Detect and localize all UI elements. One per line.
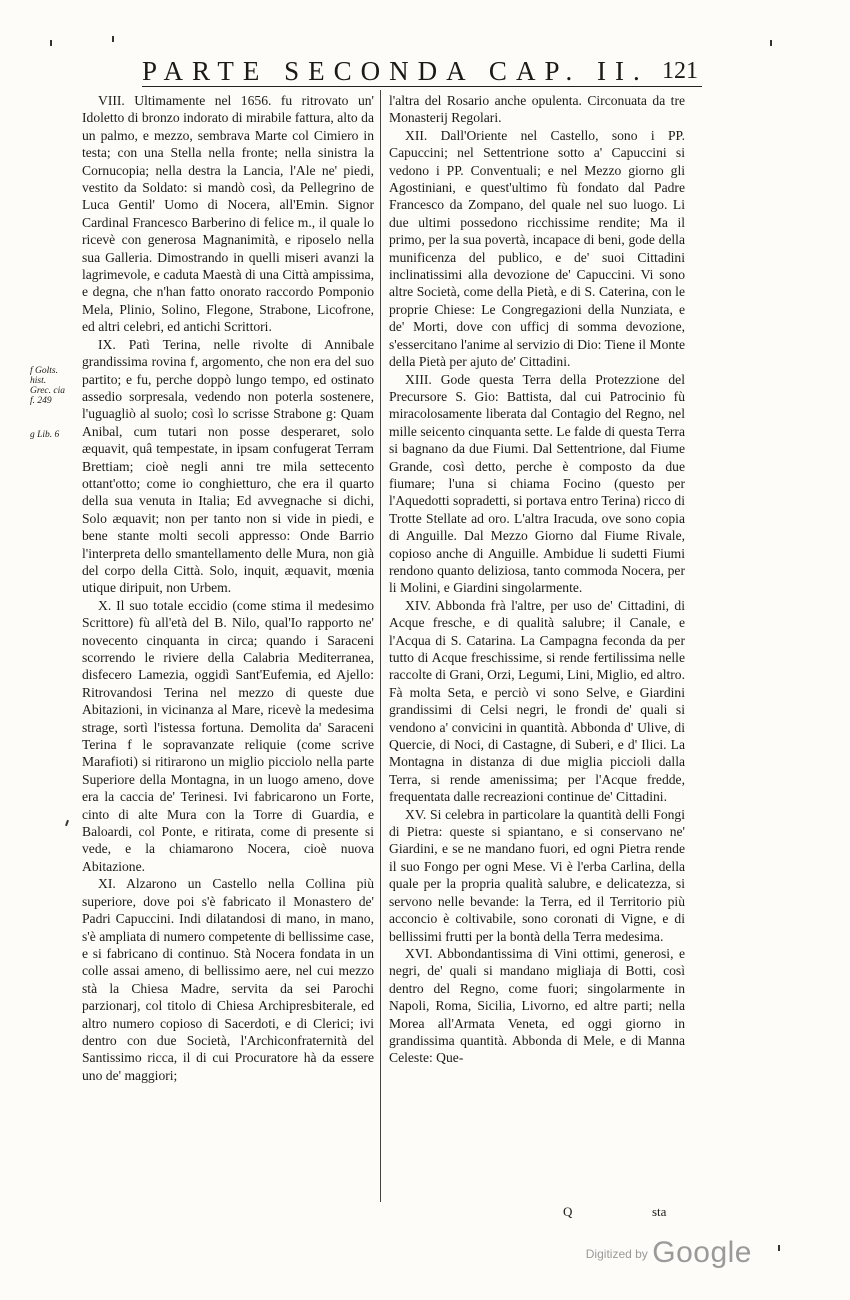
paragraph-ix: IX. Patì Terina, nelle rivolte di Annibale grandissima rovina f, argomento, che non era del suo partito; e fu, perche doppò lungo tempo, ed ostinato assedio sorpresala, vedendo non poterla sostenere, l'uguagliò al suolo; così lo scrisse Strabone g: Quam Anibal, cum tutari non posse desperaret, solo æquavit, quâ tempestate, in ipsam confugerat Terram Brettiam; cioè negli anni tre mila settecento ottant'otto; come io conghietturo, che era il quarto della sua venuta in Italia; Ed avvegnache si dichi, Solo æquavit; non per tanto non si vide in piedi, e bene stante molti secoli appresso: Onde Barrio l'interpreta dello smantellamento delle Mura, non già del corpo della Città. Solo, inquit, æquavit, mœnia utique diripuit, non Urbem. xyxy=(82,336,374,596)
ink-speck xyxy=(65,820,69,826)
paragraph-xiii: XIII. Gode questa Terra della Protezzione del Precursore S. Gio: Battista, dal cui Patrocinio fù miracolosamente liberata dal Contagio del Regno, nel mille seicento cinquanta sette. Le falde di questa Terra si bagnano da due Fiumi. Dal Settentrione, dal Fiume Grande, così detto, perche è composto da due fiumare; l'una si chiama Focino (questo per l'Aquedotti sopradetti, si portava entro Terina) ricco di Trotte Stellate ad oro. L'altra Iracuda, ove sono copia di Anguille. Dal Mezzo Giorno dal Fiume Rivale, copioso anche di Anguille. Ambidue li sudetti Fiumi rendono quanto deliziosa, tanto commoda Nocera, per li Molini, e Giardini singolarmente. xyxy=(389,371,685,596)
catchword: sta xyxy=(652,1204,667,1219)
paragraph-xii: XII. Dall'Oriente nel Castello, sono i PP. Capuccini; nel Settentrione sotto a' Capuccini si vedono i PP. Conventuali; e nel Mezzo giorno gli Agostiniani, e quest'ultimo fù fondato dal Padre Francesco da Zompano, del quale nel suo luogo. Li due ultimi possedono ricchissime rendite; Ma il primo, per la sua povertà, incapace di beni, gode della munificenza del publico, e de' suoi Cittadini inclinatissimi alla devozione de' Capuccini. Vi sono altre Società, come della Pietà, e di S. Caterina, con le proprie Chiese: Le Congregazioni della Nunziata, e de' Morti, dove con ufficj di somma devozione, s'essercitano l'anime al servizio di Dio: Tiene il Monte della Pietà per ajuto de' Cittadini. xyxy=(389,127,685,370)
paragraph-viii: VIII. Ultimamente nel 1656. fu ritrovato un' Idoletto di bronzo indorato di mirabile fattura, alto da un palmo, e mezzo, sembrava Marte col Cimiero in testa; con una Stella nella fronte; nella sinistra la Cornucopia; nella destra la Lancia, l'Ale ne' piedi, vestito da Soldato: si mandò così, da Pellegrino de Luca Gentil' Uomo di Nocera, all'Emin. Signor Cardinal Francesco Barberino di felice m., il quale lo ricevè con generosa Magnanimità, e riposelo nella sua Galleria. Dimostrando in quelli miseri avanzi la lagrimevole, e caduta Maestà di una Città ampissima, e degna, che n'han fatto onorato raccordo Pomponio Mela, Plinio, Solino, Flegone, Strabone, Licofrone, ed altri celebri, ed antichi Scrittori. xyxy=(82,93,374,335)
google-logo: Google xyxy=(652,1236,752,1269)
ink-speck xyxy=(112,36,114,42)
ink-speck xyxy=(778,1245,780,1251)
paragraph-xi-continued: l'altra del Rosario anche opulenta. Circonuata da tre Monasterij Regolari. xyxy=(389,93,685,126)
page-title: PARTE SECONDA CAP. II. xyxy=(142,56,649,86)
right-column xyxy=(389,92,685,1067)
column-divider xyxy=(380,90,381,1202)
paragraph-xi: XI. Alzarono un Castello nella Collina più superiore, dove poi s'è fabricato il Monastero de' Padri Capuccini. Indi dilatandosi di mano, in mano, s'è ampliata di numero competente di bellissime case, e si fabricano di continuo. Stà Nocera fondata in un colle assai ameno, di bellissimo aere, nel cui mezzo stà la Chiesa Madre, servita da sei Parochi parzionarj, col titolo di Chiesa Archipresbiterale, ed altro numero copioso di Sacerdoti, e di Clerici; ivi dentro con due Società, l'Archiconfraternità del Santissimo ricca, il di cui Procuratore hà da essere uno de' maggiori; xyxy=(82,876,374,1083)
left-column xyxy=(82,92,374,1084)
signature-mark: Q xyxy=(563,1204,573,1219)
page-number: 121 xyxy=(662,58,698,84)
ink-speck xyxy=(770,40,772,46)
paragraph-xiv: XIV. Abbonda frà l'altre, per uso de' Cittadini, di Acque fresche, e di qualità salubre; il Canale, e l'Acqua di S. Catarina. La Campagna feconda da per tutto di Acque freschissime, si rende fertilissima nelle raccolte di Grani, Orzi, Legumi, Lini, Miglio, ed altro. Fà molta Seta, e perciò vi sono Selve, e Giardini grandissimi di Celsi negri, le frondi de' quali si vendono a' convicini in quantità. Abbonda d' Ulive, di Quercie, di Noci, di Castagne, di Suberi, e d' Ilici. La Montagna in distanza di due miglia piccioli dalla Terra, si rende amenissima; per l'Acque fredde, frequentata dalle recreazioni continue de' Cittadini. xyxy=(389,597,685,805)
paragraph-xv: XV. Si celebra in particolare la quantità delli Fongi di Pietra: queste si spiantano, e si conservano ne' Giardini, e se ne mandano fuori, ed ogni Pietra rende il suo Fongo per ogni Mese. Vi è l'erba Carlina, della quale per la propria qualità salubre, e delicatezza, si servono nelle bevande: la Terra, ed il Territorio più acconcio è coltivabile, sono coronati di Vigne, e di bellissimi frutti per la bontà della Terra medesima. xyxy=(389,806,685,944)
watermark-prefix: Digitized by xyxy=(585,1247,648,1261)
paragraph-x: X. Il suo totale eccidio (come stima il medesimo Scrittore) fù all'età del B. Nilo, qual'Io rapporto ne' novecento cinquanta in circa; quando i Saraceni scorrendo le riviere della Calabria Mediterranea, disfecero Lamezia, oggidì Sant'Eufemia, ed Ajello: Ritrovandosi Terina nel mezzo di queste due Abitazioni, in vicinanza al Mare, ricevè la medesima strage, sortì l'istessa fortuna. Demolita da' Saraceni Terina f le sopravanzate reliquie (come scrive Marafioti) si ritirarono un miglio picciolo nella parte Superiore della Montagna, in un luogo ameno, dove era la caccia de' Terinesi. Ivi fabricarono un Forte, cinto di alte Mura con la Torre di Guardia, e Baloardi, col Ponte, e ritirata, come di presente si vede, e la chiamarono Nocera, cioè nuova Abitazione. xyxy=(82,597,374,874)
ink-speck xyxy=(50,40,52,46)
paragraph-xvi: XVI. Abbondantissima di Vini ottimi, generosi, e negri, de' quali si mandano migliaja di Botti, così dentro del Regno, come fuori; singolarmente in Napoli, Roma, Sicilia, Livorno, ed altre parti; nella Morea all'Armata Veneta, ed oggi giorno in grandissima quantità. Abbonda di Mele, e di Manna Celeste: Que- xyxy=(389,945,685,1066)
digitized-watermark xyxy=(586,1236,752,1270)
running-header xyxy=(142,56,702,87)
margin-note-g: g Lib. 6 xyxy=(30,430,60,440)
margin-note-f: f Golts. hist. Grec. cia f. 249 xyxy=(30,366,65,406)
